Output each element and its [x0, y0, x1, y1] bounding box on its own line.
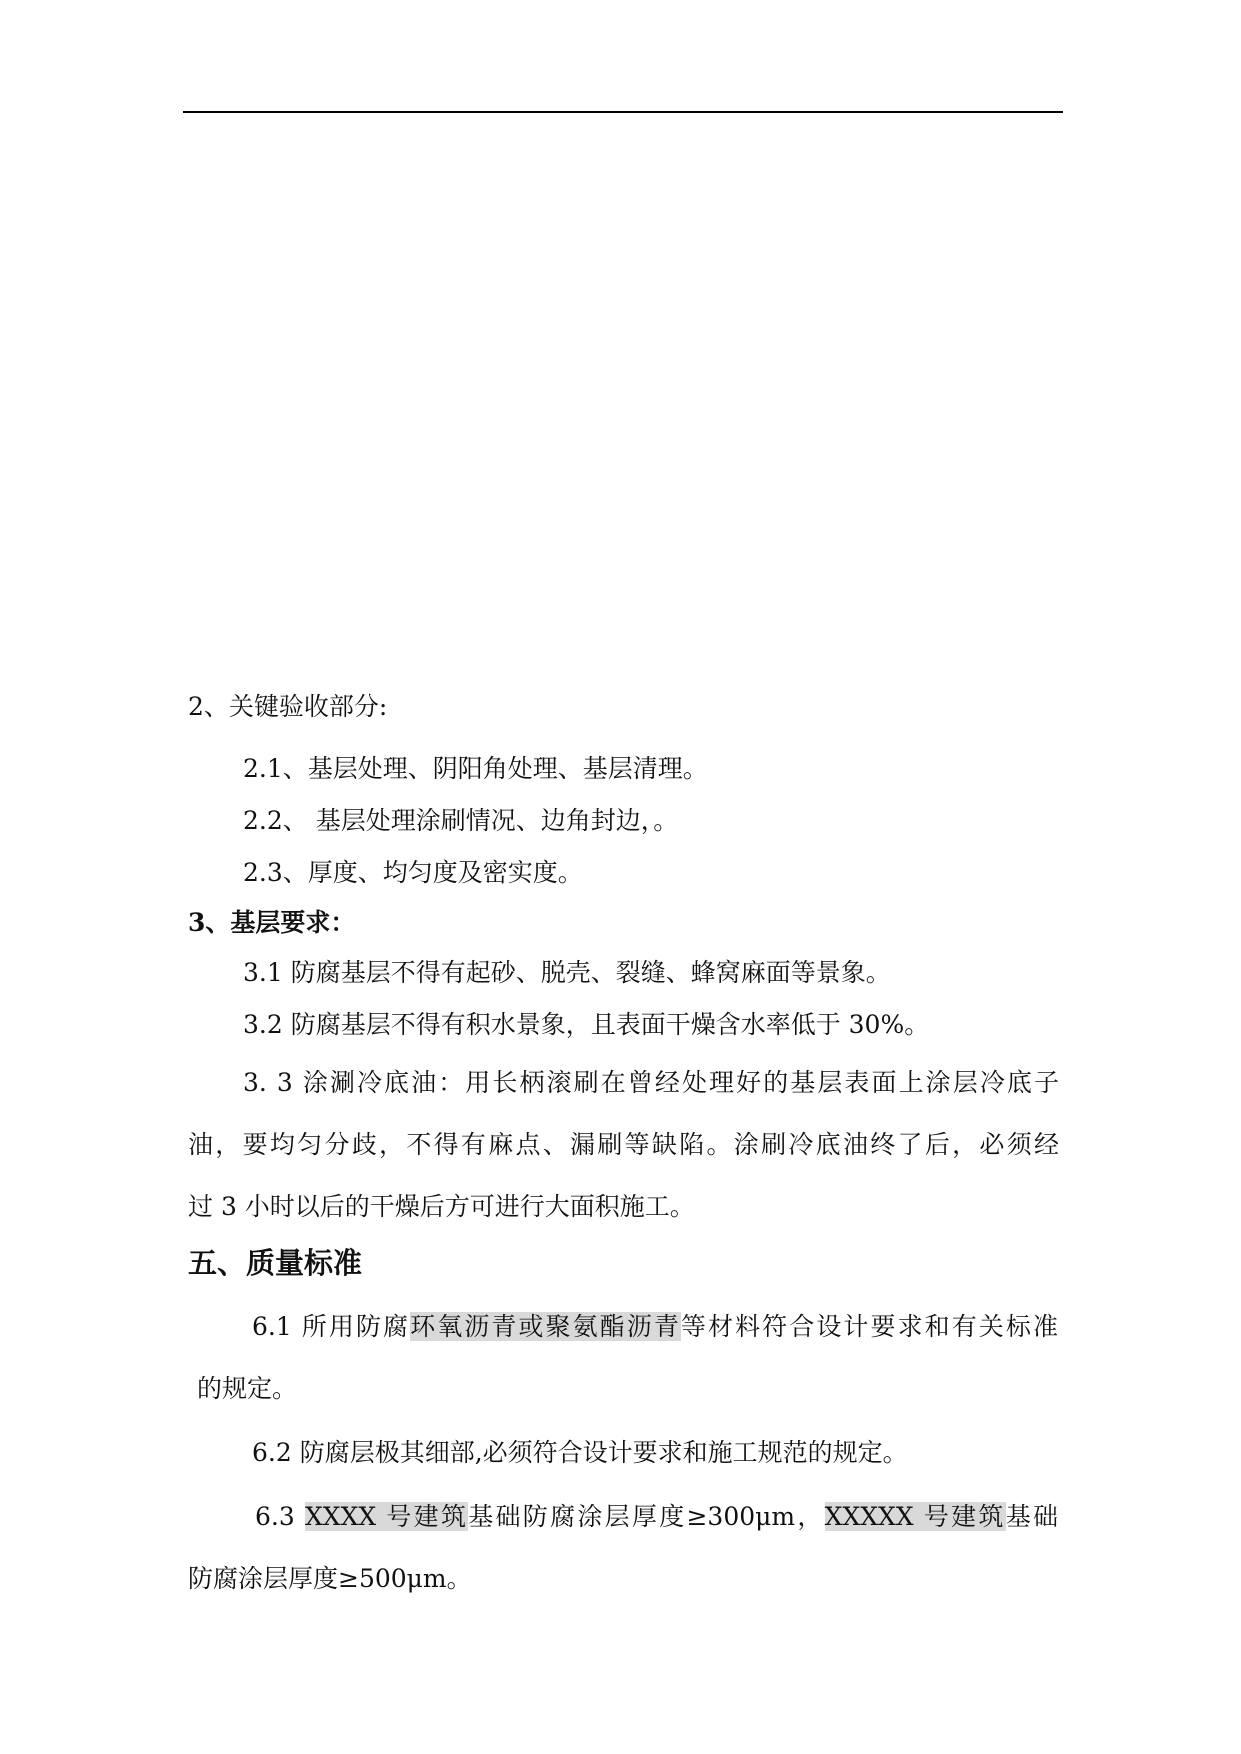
item-2-2: 2.2、 基层处理涂刷情况、边角封边，。	[243, 806, 679, 835]
para-6-1-text-b: 等材料符合设计要求和有关标准	[680, 1312, 1058, 1341]
section-2-heading: 2、关键验收部分:	[188, 692, 388, 721]
section-5-heading: 五、质量标准	[188, 1246, 363, 1280]
item-3-3-line-1: 3. 3 涂涮冷底油：用长柄滚刷在曾经处理好的基层表面上涂层冷底子	[243, 1068, 1059, 1097]
para-6-3-line-2: 防腐涂层厚度≥500μm。	[188, 1564, 472, 1593]
item-3-2: 3.2 防腐基层不得有积水景象，且表面干燥含水率低于 30%。	[243, 1010, 930, 1039]
para-6-3-line-1	[255, 1500, 1058, 1534]
highlighted-building-2: XXXXX 号建筑	[824, 1502, 1006, 1531]
item-3-3-line-3: 过 3 小时以后的干燥后方可进行大面积施工。	[188, 1192, 695, 1221]
para-6-1-line-1	[252, 1310, 1058, 1344]
highlighted-material: 环氧沥青或聚氨酯沥青	[410, 1312, 681, 1341]
header-rule	[183, 111, 1063, 113]
item-2-1: 2.1、基层处理、阴阳角处理、基层清理。	[243, 754, 708, 783]
para-6-2: 6.2 防腐层极其细部,必须符合设计要求和施工规范的规定。	[252, 1438, 908, 1467]
section-3-heading: 3、基层要求：	[188, 908, 356, 937]
item-3-1: 3.1 防腐基层不得有起砂、脱壳、裂缝、蜂窝麻面等景象。	[243, 958, 891, 987]
item-2-3: 2.3、厚度、均匀度及密实度。	[243, 858, 583, 887]
item-3-3-line-2: 油，要均匀分歧，不得有麻点、漏刷等缺陷。涂刷冷底油终了后，必须经	[188, 1130, 1059, 1159]
para-6-1-line-2: 的规定。	[197, 1374, 298, 1403]
para-6-3-text-a: 6.3	[255, 1502, 305, 1531]
highlighted-building-1: XXXX 号建筑	[304, 1502, 469, 1531]
para-6-3-text-c: 基础	[1005, 1502, 1058, 1531]
para-6-1-text-a: 6.1 所用防腐	[252, 1312, 411, 1341]
para-6-3-text-b: 基础防腐涂层厚度≥300μm，	[468, 1502, 825, 1531]
